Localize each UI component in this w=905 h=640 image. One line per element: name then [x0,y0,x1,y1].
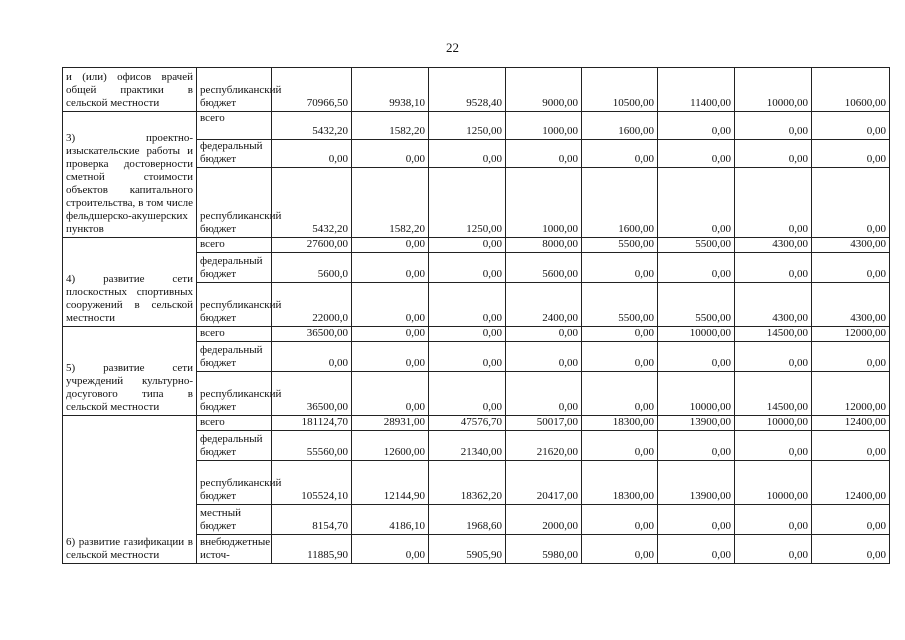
value-cell: 50017,00 [506,416,582,431]
funding-source-cell: республиканский бюджет [197,168,272,238]
value-cell: 5432,20 [272,112,352,140]
value-cell: 12400,00 [812,416,890,431]
funding-source-cell: республиканский бюджет [197,68,272,112]
value-cell: 0,00 [352,372,429,416]
value-cell: 12000,00 [812,372,890,416]
value-cell: 11885,90 [272,535,352,564]
value-cell: 0,00 [812,431,890,461]
value-cell: 0,00 [658,342,735,372]
value-cell: 0,00 [658,431,735,461]
funding-source-cell: республиканский бюджет [197,372,272,416]
value-cell: 5980,00 [506,535,582,564]
value-cell: 70966,50 [272,68,352,112]
value-cell: 5905,90 [429,535,506,564]
value-cell: 1968,60 [429,505,506,535]
value-cell: 0,00 [429,253,506,283]
value-cell: 0,00 [506,327,582,342]
measure-name: 5) развитие сети учреждений культурно-досугового типа в сельской местности [66,362,193,413]
measure-name: 6) развитие газификации в сельской местности [66,536,193,561]
value-cell: 9938,10 [352,68,429,112]
measure-name-cell [63,238,197,327]
value-cell: 12000,00 [812,327,890,342]
measure-name-cell [63,327,197,416]
value-cell: 10000,00 [735,461,812,505]
value-cell: 0,00 [812,168,890,238]
value-cell: 4186,10 [352,505,429,535]
value-cell: 0,00 [582,431,658,461]
value-cell: 0,00 [812,535,890,564]
funding-source-cell: федеральный бюджет [197,342,272,372]
value-cell: 22000,0 [272,283,352,327]
value-cell: 1250,00 [429,168,506,238]
value-cell: 0,00 [352,253,429,283]
value-cell: 2000,00 [506,505,582,535]
value-cell: 105524,10 [272,461,352,505]
measure-name-cell [63,416,197,564]
value-cell: 8000,00 [506,238,582,253]
value-cell: 13900,00 [658,416,735,431]
value-cell: 4300,00 [735,283,812,327]
value-cell: 0,00 [582,535,658,564]
value-cell: 0,00 [658,253,735,283]
value-cell: 12600,00 [352,431,429,461]
value-cell: 5500,00 [582,283,658,327]
table-row [63,416,890,431]
value-cell: 1582,20 [352,168,429,238]
value-cell: 9528,40 [429,68,506,112]
funding-source-cell: местный бюджет [197,505,272,535]
value-cell: 0,00 [582,327,658,342]
value-cell: 13900,00 [658,461,735,505]
value-cell: 0,00 [735,505,812,535]
value-cell: 10600,00 [812,68,890,112]
value-cell: 18362,20 [429,461,506,505]
value-cell: 0,00 [429,372,506,416]
value-cell: 18300,00 [582,416,658,431]
value-cell: 0,00 [582,140,658,168]
value-cell: 0,00 [429,140,506,168]
value-cell: 10000,00 [658,372,735,416]
value-cell: 0,00 [506,342,582,372]
value-cell: 0,00 [735,535,812,564]
value-cell: 0,00 [812,140,890,168]
value-cell: 0,00 [735,431,812,461]
value-cell: 0,00 [735,342,812,372]
value-cell: 0,00 [658,168,735,238]
measure-name: 3) проектно-изыскательские работы и проверка достоверности сметной стоимости объектов капитального строительства, в том числе фельдшерско-акушерских пунктов [66,132,193,235]
value-cell: 20417,00 [506,461,582,505]
value-cell: 55560,00 [272,431,352,461]
value-cell: 18300,00 [582,461,658,505]
value-cell: 0,00 [352,327,429,342]
value-cell: 0,00 [352,535,429,564]
value-cell: 0,00 [272,342,352,372]
value-cell: 21340,00 [429,431,506,461]
value-cell: 0,00 [582,253,658,283]
value-cell: 0,00 [735,112,812,140]
value-cell: 4300,00 [812,283,890,327]
value-cell: 12144,90 [352,461,429,505]
value-cell: 0,00 [506,140,582,168]
value-cell: 0,00 [582,372,658,416]
value-cell: 0,00 [429,327,506,342]
value-cell: 10000,00 [735,68,812,112]
value-cell: 0,00 [658,140,735,168]
funding-source-cell: федеральный бюджет [197,431,272,461]
value-cell: 0,00 [658,112,735,140]
value-cell: 0,00 [658,535,735,564]
funding-source-cell: республиканский бюджет [197,283,272,327]
value-cell: 47576,70 [429,416,506,431]
funding-source-cell: всего [197,416,272,431]
value-cell: 10500,00 [582,68,658,112]
measure-name: 4) развитие сети плоскостных спортивных сооружений в сельской местности [66,273,193,324]
value-cell: 14500,00 [735,372,812,416]
value-cell: 4300,00 [735,238,812,253]
value-cell: 0,00 [582,342,658,372]
value-cell: 0,00 [429,283,506,327]
funding-source-cell: федеральный бюджет [197,140,272,168]
value-cell: 5600,00 [506,253,582,283]
funding-source-cell: внебюджетные источ- [197,535,272,564]
value-cell: 0,00 [812,342,890,372]
value-cell: 0,00 [506,372,582,416]
value-cell: 0,00 [582,505,658,535]
measure-name: и (или) офисов врачей общей практики в сельской местности [66,71,193,109]
value-cell: 1582,20 [352,112,429,140]
budget-table [62,67,890,564]
value-cell: 0,00 [812,112,890,140]
value-cell: 1600,00 [582,168,658,238]
funding-source-cell: федеральный бюджет [197,253,272,283]
value-cell: 1000,00 [506,168,582,238]
value-cell: 0,00 [735,168,812,238]
value-cell: 11400,00 [658,68,735,112]
value-cell: 21620,00 [506,431,582,461]
value-cell: 1250,00 [429,112,506,140]
value-cell: 28931,00 [352,416,429,431]
value-cell: 5432,20 [272,168,352,238]
table-row [63,327,890,342]
value-cell: 36500,00 [272,372,352,416]
value-cell: 10000,00 [735,416,812,431]
value-cell: 14500,00 [735,327,812,342]
value-cell: 0,00 [812,505,890,535]
value-cell: 12400,00 [812,461,890,505]
funding-source-cell: всего [197,327,272,342]
value-cell: 0,00 [658,505,735,535]
value-cell: 1000,00 [506,112,582,140]
funding-source-cell: всего [197,238,272,253]
value-cell: 5500,00 [658,283,735,327]
value-cell: 10000,00 [658,327,735,342]
table-row [63,238,890,253]
value-cell: 0,00 [352,342,429,372]
value-cell: 5500,00 [658,238,735,253]
page-number: 22 [446,40,459,55]
funding-source-cell: всего [197,112,272,140]
value-cell: 181124,70 [272,416,352,431]
value-cell: 0,00 [352,140,429,168]
measure-name-cell [63,68,197,112]
table-row [63,112,890,140]
funding-source-cell: республиканский бюджет [197,461,272,505]
value-cell: 36500,00 [272,327,352,342]
value-cell: 0,00 [272,140,352,168]
value-cell: 0,00 [429,238,506,253]
value-cell: 5600,0 [272,253,352,283]
value-cell: 1600,00 [582,112,658,140]
value-cell: 0,00 [735,140,812,168]
value-cell: 9000,00 [506,68,582,112]
value-cell: 0,00 [352,238,429,253]
table-row [63,68,890,112]
value-cell: 0,00 [429,342,506,372]
value-cell: 0,00 [812,253,890,283]
measure-name-cell [63,112,197,238]
value-cell: 2400,00 [506,283,582,327]
value-cell: 0,00 [735,253,812,283]
value-cell: 5500,00 [582,238,658,253]
value-cell: 0,00 [352,283,429,327]
value-cell: 27600,00 [272,238,352,253]
value-cell: 8154,70 [272,505,352,535]
value-cell: 4300,00 [812,238,890,253]
